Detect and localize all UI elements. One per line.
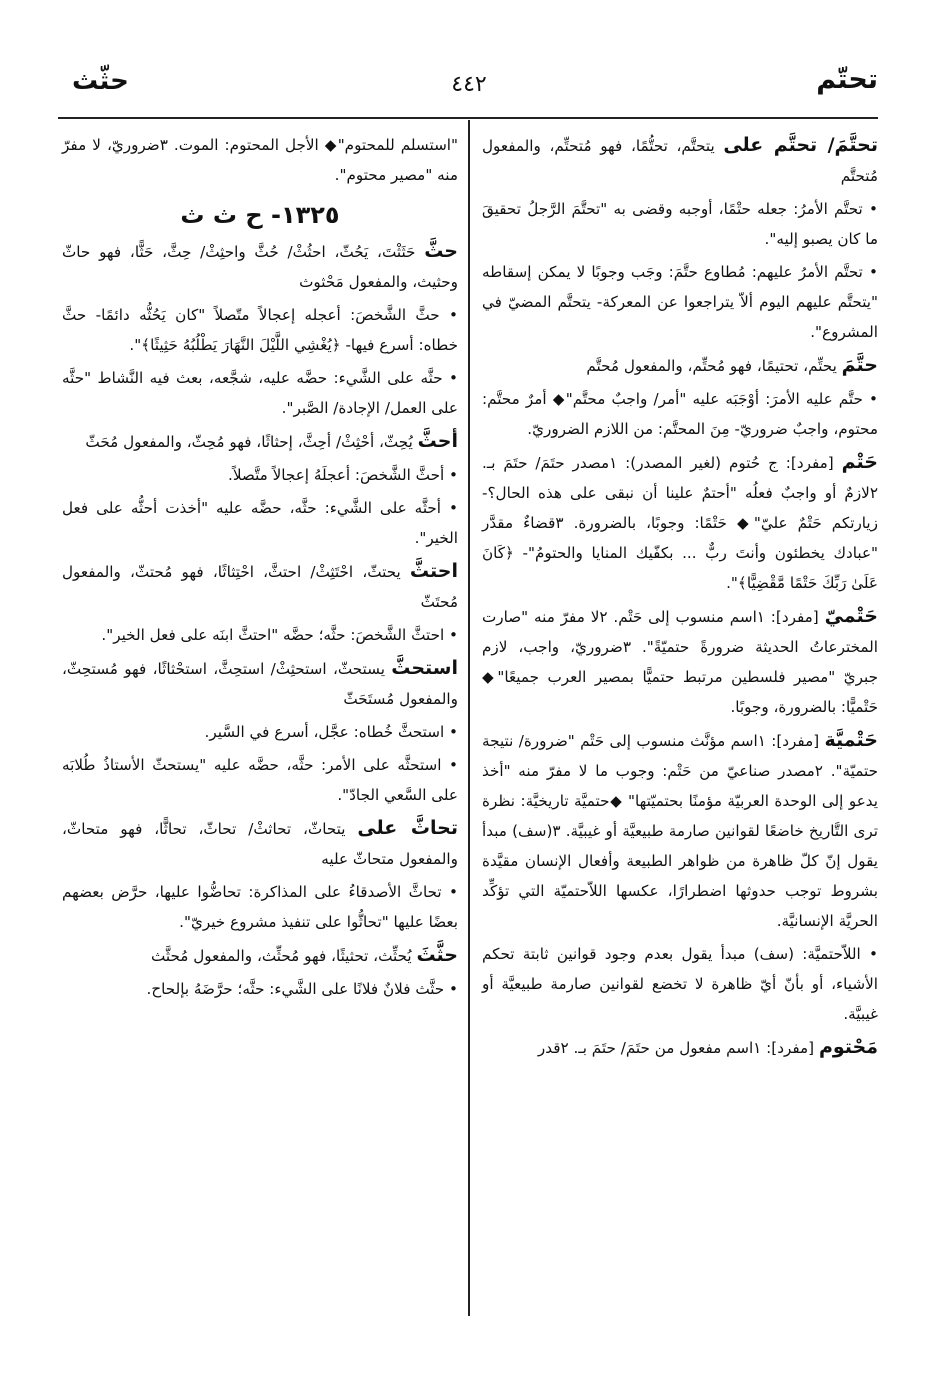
entry-text: يحتِّم، تحتيمًا، فهو مُحتِّم، والمفعول مُحتَّم bbox=[586, 357, 842, 375]
entry-headword: استحثَّ bbox=[391, 657, 458, 679]
header-first-word: تحتّم bbox=[816, 64, 878, 95]
definition-bullet: • أحثَّ الشَّخصَ: أعجلَهُ إعجالاً متَّصلاً. bbox=[62, 460, 458, 490]
entry-text: يُحثِّث، تحثيثًا، فهو مُحثِّث، والمفعول مُحثَّث bbox=[151, 947, 417, 965]
entry-headword: تحاثَّ على bbox=[357, 817, 458, 839]
entry-headword: حَتْميَّة bbox=[824, 729, 878, 751]
dictionary-entry bbox=[62, 236, 458, 297]
header-last-word: حثّث bbox=[72, 66, 129, 96]
definition-bullet: • حثَّث فلانٌ فلانًا على الشَّيء: حثَّه؛ حرَّضَهُ بإلحاح. bbox=[62, 974, 458, 1004]
right-column bbox=[482, 130, 878, 1066]
page-header bbox=[60, 60, 878, 104]
dictionary-entry bbox=[482, 601, 878, 722]
entry-headword: حتَّمَ bbox=[841, 354, 878, 376]
entry-headword: حَتْم bbox=[841, 451, 878, 473]
entry-text: [مفرد]: ١اسم منسوب إلى حَتْم. ٢لا مفرّ منه "صارت المخترعاتُ الحديثة ضرورةً حتميّةً". ٣ضروريّ، واجب، لازم جبريّ "مصير فلسطين مرتبط حتميًّا بمصير العرب جميعًا"◆ حَتْميًّا: بالضرورة، وجوبًا. bbox=[482, 608, 878, 716]
entry-headword: حثَّثَ bbox=[416, 944, 458, 966]
definition-bullet: • حثَّه على الشَّيء: حضَّه عليه، شجَّعه، بعث فيه النَّشاط "حثَّه على العمل/ الإجادة/ الصَّبر". bbox=[62, 363, 458, 423]
page-number: ٤٤٢ bbox=[451, 72, 487, 97]
definition-bullet: • تحتَّم الأمرُ عليهم: مُطاوع حتَّمَ: وجَب وجوبًا لا يمكن إسقاطه "يتحتَّم عليهم اليوم ألاّ يتراجعوا عن المعركة- يتحتَّم المضيّ في المشروع". bbox=[482, 257, 878, 347]
entry-headword: حثَّ bbox=[424, 240, 458, 262]
dictionary-entry bbox=[62, 556, 458, 617]
entry-headword: تحتَّمَ/ تحتَّم على bbox=[723, 134, 879, 156]
dictionary-entry bbox=[62, 426, 458, 457]
definition-bullet: • اللاّحتميَّة: (سف) مبدأ يقول بعدم وجود قوانين ثابتة تحكم الأشياء، أو بأنّ أيّ ظاهرة لا تخضع لقوانين صارمة طبيعيَّة أو غيبيَّة. bbox=[482, 939, 878, 1029]
definition-bullet: • حتَّم عليه الأمرَ: أوْجَبَه عليه "أمر/ واجبٌ محتَّم"◆ أمرٌ محتَّم: محتوم، واجبٌ ضروريّ- مِنَ المحتَّم: من اللازم الضروريّ. bbox=[482, 384, 878, 444]
dictionary-entry bbox=[482, 350, 878, 381]
definition-bullet: • تحتَّم الأمرُ: جعله حتْمًا، أوجبه وقضى به "تحتَّمَ الرَّجلُ تحقيقَ ما كان يصبو إليه". bbox=[482, 194, 878, 254]
root-section-heading: ١٣٢٥- ح ث ث bbox=[180, 201, 340, 229]
dictionary-entry bbox=[62, 653, 458, 714]
left-column bbox=[62, 130, 458, 1007]
definition-bullet: • تحاثَّ الأصدقاءُ على المذاكرة: تحاضُّوا عليها، حرَّض بعضهم بعضًا عليها "تحاثُّوا على تنفيذ مشروع خيريّ". bbox=[62, 877, 458, 937]
definition-bullet: • استحثَّ خُطاه: عجَّل، أسرع في السَّير. bbox=[62, 717, 458, 747]
entry-text: يستحثّ، استحثِثْ/ استحِثَّ، استحْثاثًا، فهو مُستحِثّ، والمفعول مُستَحَثّ bbox=[62, 660, 458, 708]
dictionary-entry bbox=[482, 725, 878, 936]
entry-text: [مفرد]: ج حُتوم (لغير المصدر): ١مصدر حتَمَ/ حتَمَ بـ. ٢لازمٌ أو واجبٌ فعلُه "أحتمٌ علينا أن نبقى على هذه الحال؟- زيارتكم حَتْمٌ عليّ"◆ حَتْمًا: وجوبًا، بالضرورة. ٣قضاءٌ مقدَّر "عبادك يخطئون وأنتَ ربٌّ ... بكفّيك المنايا والحتومُ"- ﴿كَانَ عَلَىٰ رَبِّكَ حَتْمًا مَّقْضِيًّا﴾". bbox=[482, 454, 878, 592]
definition-bullet: • حثَّ الشَّخصَ: أعجله إعجالاً متّصلاً "كان يَحُثُّه دائمًا- حثَّ خطاه: أسرع فيها- ﴿يُغْشِي اللَّيْلَ النَّهَارَ يَطْلُبُهُ حَثِيثًا﴾". bbox=[62, 300, 458, 360]
continuation-text: "استسلم للمحتوم"◆ الأجل المحتوم: الموت. ٣ضروريّ، لا مفرّ منه "مصير محتوم". bbox=[62, 136, 458, 184]
entry-text: حَثَثْتَ، يَحُثّ، احثُثْ/ حُثَّ واحثِثْ/ حِثَّ، حَثًّا، فهو حاثّ وحثيث، والمفعول مَحْثوث bbox=[62, 243, 458, 291]
entry-headword: مَحْتوم bbox=[818, 1036, 878, 1058]
header-divider bbox=[58, 117, 878, 119]
entry-headword: حَتْميّ bbox=[824, 605, 878, 627]
entry-text: يُحِثّ، أحْثِثْ/ أحِثَّ، إحثاثًا، فهو مُحِثّ، والمفعول مُحَثّ bbox=[85, 433, 418, 451]
dictionary-entry bbox=[482, 1032, 878, 1063]
dictionary-entry bbox=[62, 813, 458, 874]
dictionary-entry bbox=[62, 940, 458, 971]
entry-text: يحتثّ، احْتَثِثْ/ احتثَّ، احْتِثاثًا، فهو مُحتثّ، والمفعول مُحتَثّ bbox=[62, 563, 458, 611]
entry-headword: احتثَّ bbox=[409, 560, 458, 582]
column-divider bbox=[468, 120, 470, 1316]
definition-bullet: • احتثَّ الشَّخصَ: حثَّه؛ حضَّه "احتثَّ ابنَه على فعل الخير". bbox=[62, 620, 458, 650]
dictionary-entry bbox=[482, 130, 878, 191]
definition-bullet: • أحثَّه على الشَّيء: حثَّه، حضَّه عليه "أخذت أحثُّه على فعل الخير". bbox=[62, 493, 458, 553]
entry-headword: أحثَّ bbox=[417, 430, 458, 452]
definition-bullet: • استحثَّه على الأمر: حثَّه، حضَّه عليه "يستحثّ الأستاذُ طُلابَه على السَّعي الجادّ". bbox=[62, 750, 458, 810]
entry-text: يتحتَّم، تحتُّمًا، فهو مُتحتِّم، والمفعول مُتحتَّم bbox=[482, 137, 878, 185]
entry-text: [مفرد]: ١اسم مؤنَّث منسوب إلى حَتْم "ضرورة/ نتيجة حتميّة". ٢مصدر صناعيّ من حَتْم: وجوب ما لا مفرّ منه "أخذ يدعو إلى الوحدة العربيّة مؤمنًا بحتميّتها" ◆حتميَّة تاريخيَّة: نظرة ترى التَّاريخ خاضعًا لقوانين صارمة طبيعيَّة أو غيبيَّة. ٣(سف) مبدأ يقول إنّ كلّ ظاهرة من ظواهر الطبيعة وأفعال الإنسان مقيَّدة بشروط توجب حدوثها اضطرارًا، عكسها اللاّحتميّة التي تؤكِّد الحريَّة الإنسانيَّة. bbox=[482, 732, 878, 930]
entry-text: يتحاثّ، تحاثثْ/ تحاثّ، تحاثًّا، فهو متحاثّ، والمفعول متحاثّ عليه bbox=[62, 820, 458, 868]
entry-text: [مفرد]: ١اسم مفعول من حتَمَ/ حتَمَ بـ. ٢قدر bbox=[537, 1039, 819, 1057]
dictionary-entry bbox=[482, 447, 878, 598]
